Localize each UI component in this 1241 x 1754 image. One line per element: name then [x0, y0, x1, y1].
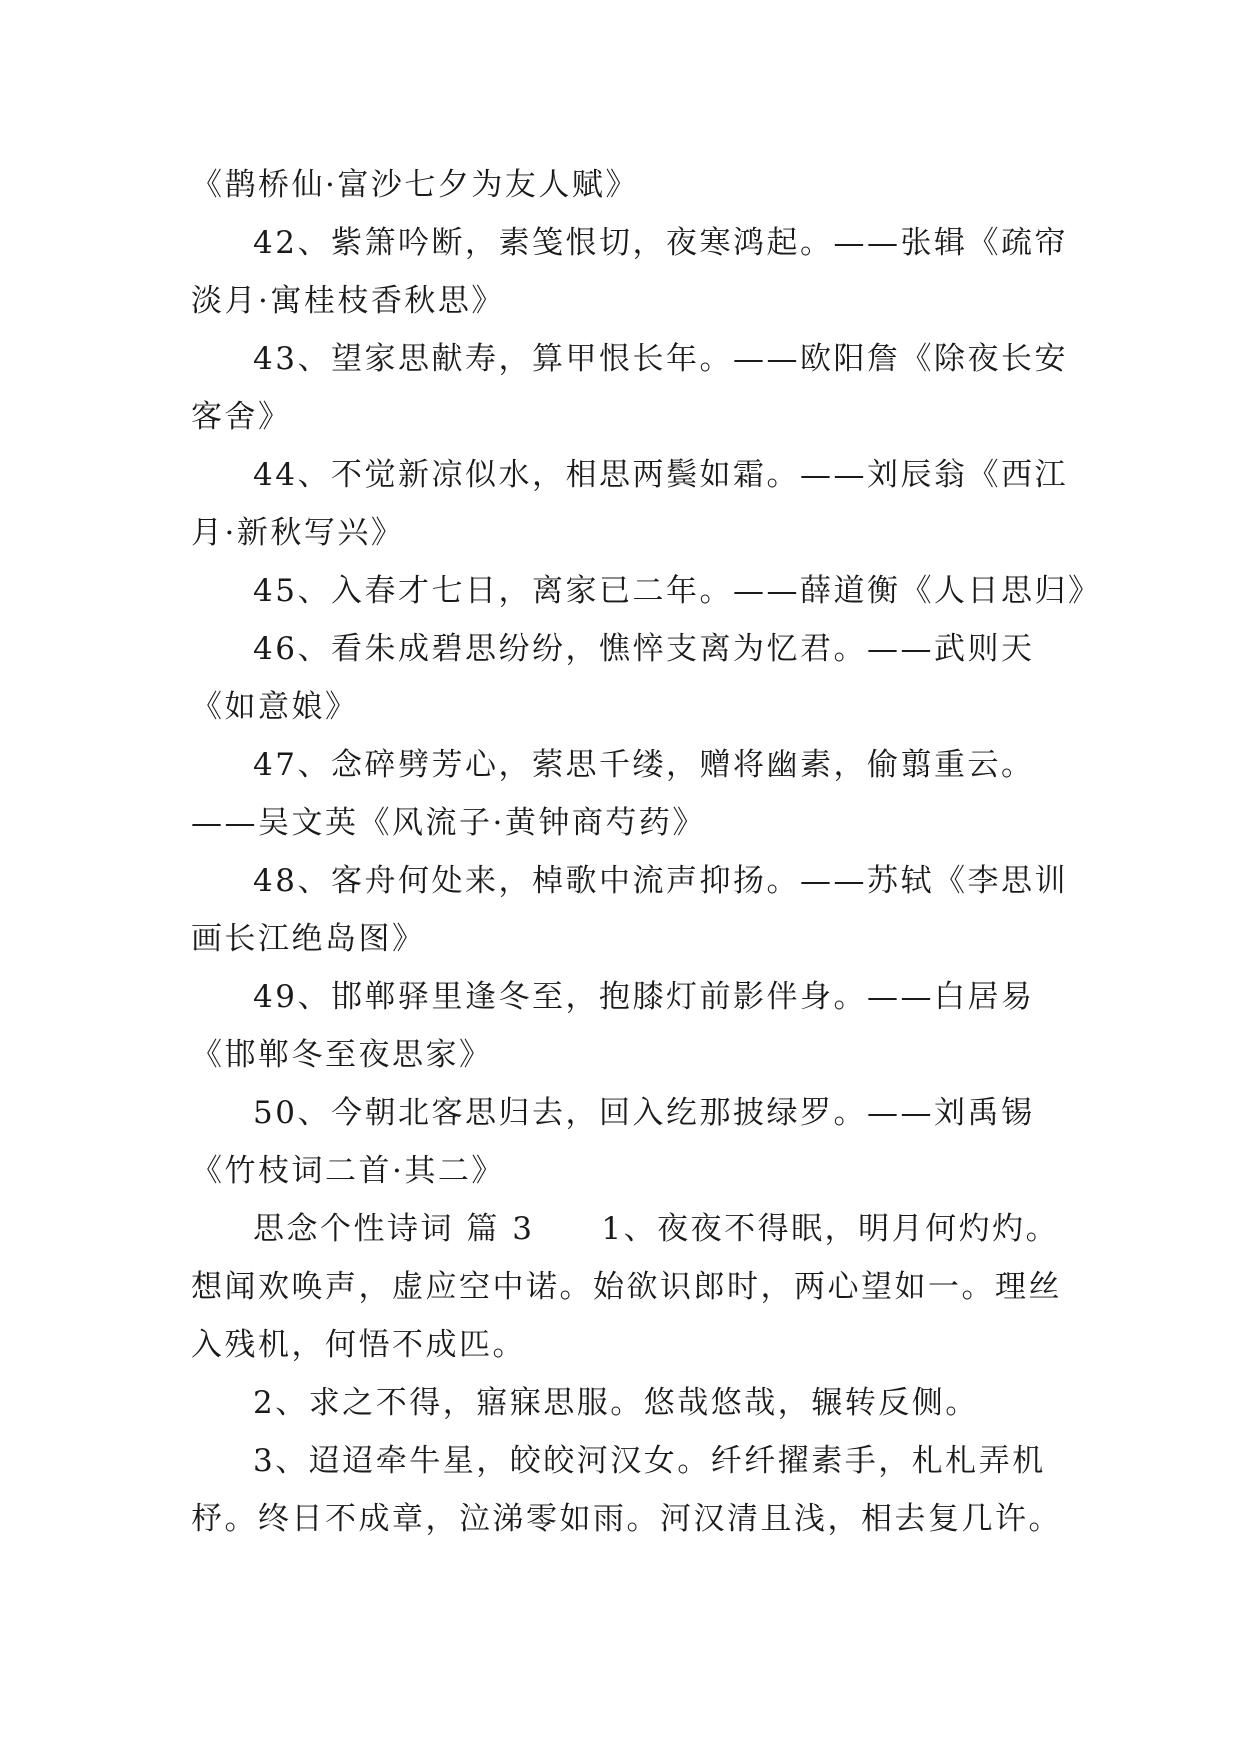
text-line: 月·新秋写兴》 [191, 515, 405, 551]
text-line: 45、入春才七日，离家已二年。——薛道衡《人日思归》 [253, 573, 1102, 609]
text-line: 《如意娘》 [191, 689, 359, 725]
text-line: ——吴文英《风流子·黄钟商芍药》 [191, 805, 706, 841]
text-line: 入残机，何悟不成匹。 [191, 1327, 526, 1363]
text-line: 50、今朝北客思归去，回入纥那披绿罗。——刘禹锡 [253, 1095, 1035, 1131]
text-line: 画长江绝岛图》 [191, 921, 426, 957]
text-line: 杼。终日不成章，泣涕零如雨。河汉清且浅，相去复几许。 [191, 1501, 1062, 1537]
document-body [191, 156, 1102, 1548]
text-line: 《邯郸冬至夜思家》 [191, 1037, 493, 1073]
text-line: 47、念碎劈芳心，萦思千缕，赠将幽素，偷翦重云。 [253, 747, 1035, 783]
text-line: 2、求之不得，寤寐思服。悠哉悠哉，辗转反侧。 [253, 1385, 979, 1421]
text-line: 43、望家思献寿，算甲恨长年。——欧阳詹《除夜长安 [253, 341, 1068, 377]
text-line: 49、邯郸驿里逢冬至，抱膝灯前影伴身。——白居易 [253, 979, 1035, 1015]
text-line: 42、紫箫吟断，素笺恨切，夜寒鸿起。——张辑《疏帘 [253, 225, 1068, 261]
text-line: 客舍》 [191, 399, 292, 435]
text-line: 淡月·寓桂枝香秋思》 [191, 283, 505, 319]
text-line: 思念个性诗词 篇 3 1、夜夜不得眠，明月何灼灼。 [253, 1211, 1060, 1247]
text-line: 《鹊桥仙·富沙七夕为友人赋》 [191, 167, 639, 203]
text-line: 48、客舟何处来，棹歌中流声抑扬。——苏轼《李思训 [253, 863, 1068, 899]
text-line: 46、看朱成碧思纷纷，憔悴支离为忆君。——武则天 [253, 631, 1035, 667]
text-line: 44、不觉新凉似水，相思两鬓如霜。——刘辰翁《西江 [253, 457, 1068, 493]
text-line: 想闻欢唤声，虚应空中诺。始欲识郎时，两心望如一。理丝 [191, 1269, 1062, 1305]
text-line: 3、迢迢牵牛星，皎皎河汉女。纤纤擢素手，札札弄机 [253, 1443, 1046, 1479]
text-line: 《竹枝词二首·其二》 [191, 1153, 505, 1189]
